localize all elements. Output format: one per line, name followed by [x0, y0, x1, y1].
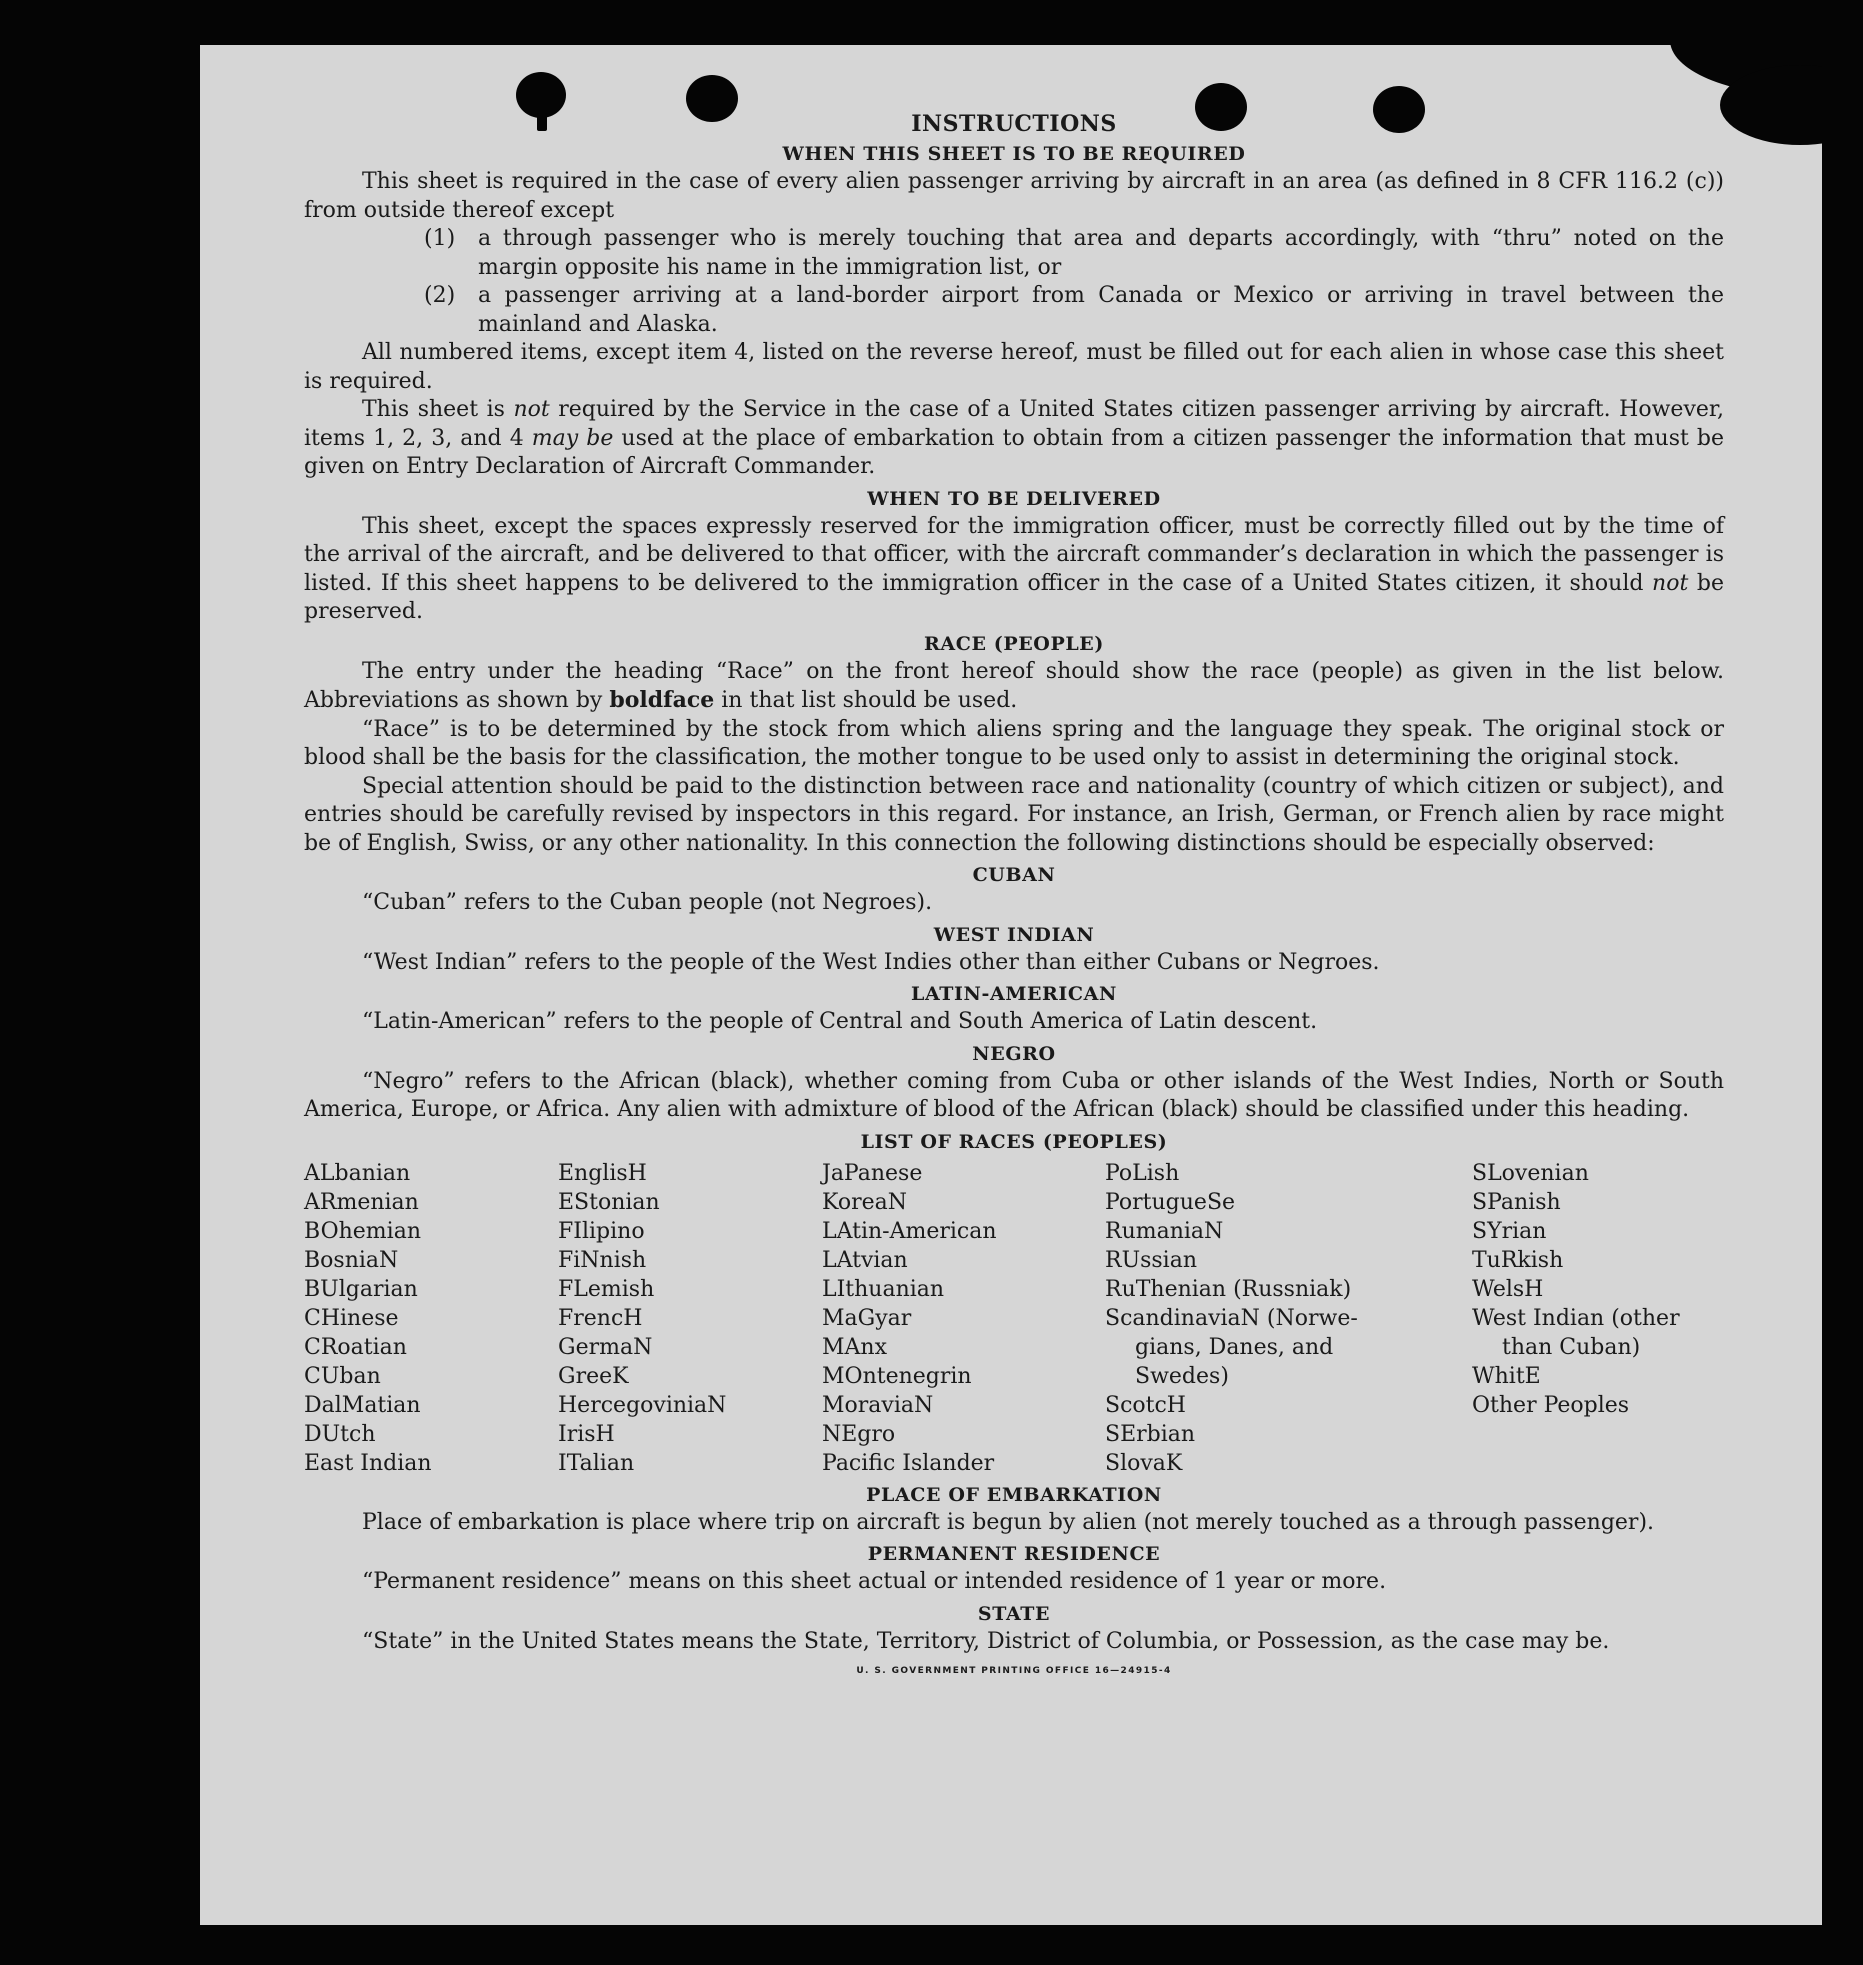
- race-entry: RUssian: [1105, 1247, 1198, 1273]
- race-entry: BUlgarian: [304, 1276, 418, 1302]
- race-entry: KoreaN: [822, 1189, 907, 1215]
- race-entry: WelsH: [1472, 1276, 1544, 1302]
- definition-heading-cuban: CUBAN: [972, 864, 1056, 886]
- text-span: in that list should be used.: [714, 688, 1018, 713]
- definition-text: “Latin-American” refers to the people of Central and South America of Latin descent.: [362, 1009, 1318, 1034]
- item-text: a through passenger who is merely touching that area and departs accordingly, with “thru” noted on the margin opposite his name in the immigration list, or: [478, 226, 1724, 280]
- section-heading-place-of-embarkation: PLACE OF EMBARKATION: [866, 1483, 1162, 1506]
- emphasis: not: [513, 397, 550, 422]
- section-heading-when-delivered: WHEN TO BE DELIVERED: [867, 487, 1161, 510]
- paragraph: Place of embarkation is place where trip on aircraft is begun by alien (not merely touched as a through passenger).: [362, 1509, 1655, 1535]
- race-entry: FIlipino: [558, 1218, 645, 1244]
- paragraph: [304, 658, 1724, 716]
- text-span: This sheet is: [362, 397, 514, 422]
- race-entry: NEgro: [822, 1421, 896, 1447]
- race-entry: CRoatian: [304, 1334, 407, 1360]
- text-span: used at the place of embarkation to obtain from a citizen passenger the information that must be given on Entry Declaration of Aircraft Commander.: [304, 425, 1724, 479]
- race-entry: ALbanian: [304, 1160, 411, 1186]
- race-list: [304, 1159, 1724, 1478]
- definition-heading-west-indian: WEST INDIAN: [933, 923, 1095, 946]
- item-number: (2): [424, 283, 456, 308]
- race-column: [558, 1159, 822, 1478]
- race-entry: HercegoviniaN: [558, 1392, 727, 1418]
- race-entry: GreeK: [558, 1363, 629, 1389]
- emphasis: may be: [531, 425, 614, 451]
- definition-text: “Cuban” refers to the Cuban people (not Negroes).: [362, 890, 933, 915]
- definition-heading-latin-american: LATIN-AMERICAN: [911, 983, 1117, 1005]
- race-entry: Other Peoples: [1472, 1392, 1630, 1418]
- race-entry: PortugueSe: [1105, 1189, 1236, 1215]
- race-entry: East Indian: [304, 1450, 432, 1476]
- race-entry: LAtvian: [822, 1247, 908, 1273]
- race-entry: ITalian: [558, 1450, 635, 1476]
- text-span: The entry under the heading “Race” on the front hereof should show the race (people) as given in the list below. Abbreviations as shown by: [304, 658, 1724, 713]
- race-entry: RuThenian (Russniak): [1105, 1276, 1352, 1302]
- race-entry: West Indian (other: [1472, 1305, 1680, 1331]
- page-title: INSTRUCTIONS: [911, 111, 1117, 137]
- definition-text: “West Indian” refers to the people of the West Indies other than either Cubans or Negroes.: [362, 949, 1380, 975]
- race-column: [1472, 1159, 1732, 1478]
- item-number: (1): [424, 226, 456, 251]
- race-entry-continuation: than Cuban): [1502, 1334, 1641, 1360]
- race-entry: BOhemian: [304, 1218, 421, 1244]
- race-entry: FLemish: [558, 1276, 655, 1302]
- race-entry: IrisH: [558, 1421, 615, 1447]
- race-entry-continuation: Swedes): [1135, 1363, 1229, 1389]
- emphasis: not: [1652, 570, 1689, 596]
- race-column: [1105, 1159, 1472, 1478]
- race-column: [304, 1159, 558, 1478]
- race-entry: EStonian: [558, 1189, 660, 1215]
- paragraph: [304, 396, 1724, 482]
- document-sheet: [200, 45, 1822, 1925]
- race-entry: LIthuanian: [822, 1276, 945, 1302]
- race-entry: WhitE: [1472, 1363, 1541, 1389]
- definition-text: “Negro” refers to the African (black), whether coming from Cuba or other islands of the West Indies, North or South America, Europe, or Africa. Any alien with admixture of blood of the African (black) should be classified under this heading.: [304, 1068, 1724, 1122]
- text-span: This sheet, except the spaces expressly reserved for the immigration officer, must be correctly filled out by the time of the arrival of the aircraft, and be delivered to that officer, with the aircraft commander’s declaration in which the passenger is listed. If this sheet happens to be delivered to the immigration officer in the case of a United States citizen, it should: [304, 513, 1724, 596]
- text-span: required by the Service in the case of a United States citizen passenger arriving by aircraft. However, items 1, 2, 3, and 4: [304, 397, 1724, 451]
- race-entry: PoLish: [1105, 1160, 1180, 1186]
- paragraph: [304, 513, 1724, 627]
- race-entry: FrencH: [558, 1305, 643, 1331]
- race-entry: CHinese: [304, 1305, 399, 1331]
- race-entry: RumaniaN: [1105, 1218, 1224, 1244]
- section-heading-list-of-races: LIST OF RACES (PEOPLES): [860, 1130, 1168, 1153]
- list-item: [304, 225, 1724, 282]
- paragraph: All numbered items, except item 4, listed on the reverse hereof, must be filled out for each alien in whose case this sheet is required.: [304, 340, 1724, 394]
- race-entry: MAnx: [822, 1334, 887, 1360]
- bold-text: boldface: [609, 687, 715, 713]
- paragraph: “State” in the United States means the State, Territory, District of Columbia, or Possession, as the case may be.: [362, 1628, 1610, 1654]
- paragraph: “Permanent residence” means on this sheet actual or intended residence of 1 year or more.: [362, 1569, 1387, 1594]
- race-entry: MaGyar: [822, 1305, 912, 1331]
- race-entry: ARmenian: [304, 1189, 419, 1215]
- race-entry: ScandinaviaN (Norwe-: [1105, 1305, 1358, 1331]
- race-entry-continuation: gians, Danes, and: [1135, 1334, 1334, 1360]
- race-entry: SLovenian: [1472, 1160, 1589, 1186]
- race-entry: FiNnish: [558, 1247, 647, 1273]
- race-entry: SPanish: [1472, 1189, 1561, 1215]
- list-item: [304, 282, 1724, 339]
- section-heading-when-required: WHEN THIS SHEET IS TO BE REQUIRED: [782, 143, 1246, 165]
- section-heading-state: STATE: [977, 1602, 1051, 1625]
- race-entry: DalMatian: [304, 1392, 421, 1418]
- race-entry: CUban: [304, 1363, 381, 1389]
- race-entry: MOntenegrin: [822, 1363, 972, 1389]
- race-entry: BosniaN: [304, 1247, 399, 1273]
- paragraph: Special attention should be paid to the distinction between race and nationality (country of which citizen or subject), and entries should be carefully revised by inspectors in this regard. For instance, an Irish, German, or French alien by race might be of English, Swiss, or any other nationality. In this connection the following distinctions should be especially observed:: [304, 773, 1724, 856]
- race-entry: LAtin-American: [822, 1218, 997, 1244]
- instructions-content: [304, 111, 1724, 1676]
- section-heading-permanent-residence: PERMANENT RESIDENCE: [867, 1543, 1161, 1565]
- race-column: [822, 1159, 1105, 1478]
- item-text: a passenger arriving at a land-border airport from Canada or Mexico or arriving in travel between the mainland and Alaska.: [478, 283, 1724, 337]
- race-entry: ScotcH: [1105, 1392, 1186, 1418]
- race-entry: SlovaK: [1105, 1450, 1183, 1476]
- paragraph: This sheet is required in the case of every alien passenger arriving by aircraft in an area (as defined in 8 CFR 116.2 (c)) from outside thereof except: [304, 169, 1724, 223]
- race-entry: TuRkish: [1472, 1247, 1564, 1273]
- race-entry: MoraviaN: [822, 1392, 934, 1418]
- printer-imprint: U. S. GOVERNMENT PRINTING OFFICE 16—24915-4: [856, 1666, 1172, 1676]
- race-entry: SYrian: [1472, 1218, 1547, 1244]
- race-entry: SErbian: [1105, 1421, 1196, 1447]
- text-span: be preserved.: [304, 570, 1724, 624]
- section-heading-race: RACE (PEOPLE): [924, 632, 1104, 655]
- race-entry: GermaN: [558, 1334, 653, 1360]
- paragraph: “Race” is to be determined by the stock from which aliens spring and the language they speak. The original stock or blood shall be the basis for the classification, the mother tongue to be used only to assist in determining the original stock.: [304, 716, 1724, 770]
- race-entry: Pacific Islander: [822, 1450, 995, 1476]
- race-entry: DUtch: [304, 1421, 376, 1447]
- definition-heading-negro: NEGRO: [972, 1042, 1056, 1065]
- race-entry: EnglisH: [558, 1160, 647, 1186]
- race-entry: JaPanese: [822, 1160, 923, 1186]
